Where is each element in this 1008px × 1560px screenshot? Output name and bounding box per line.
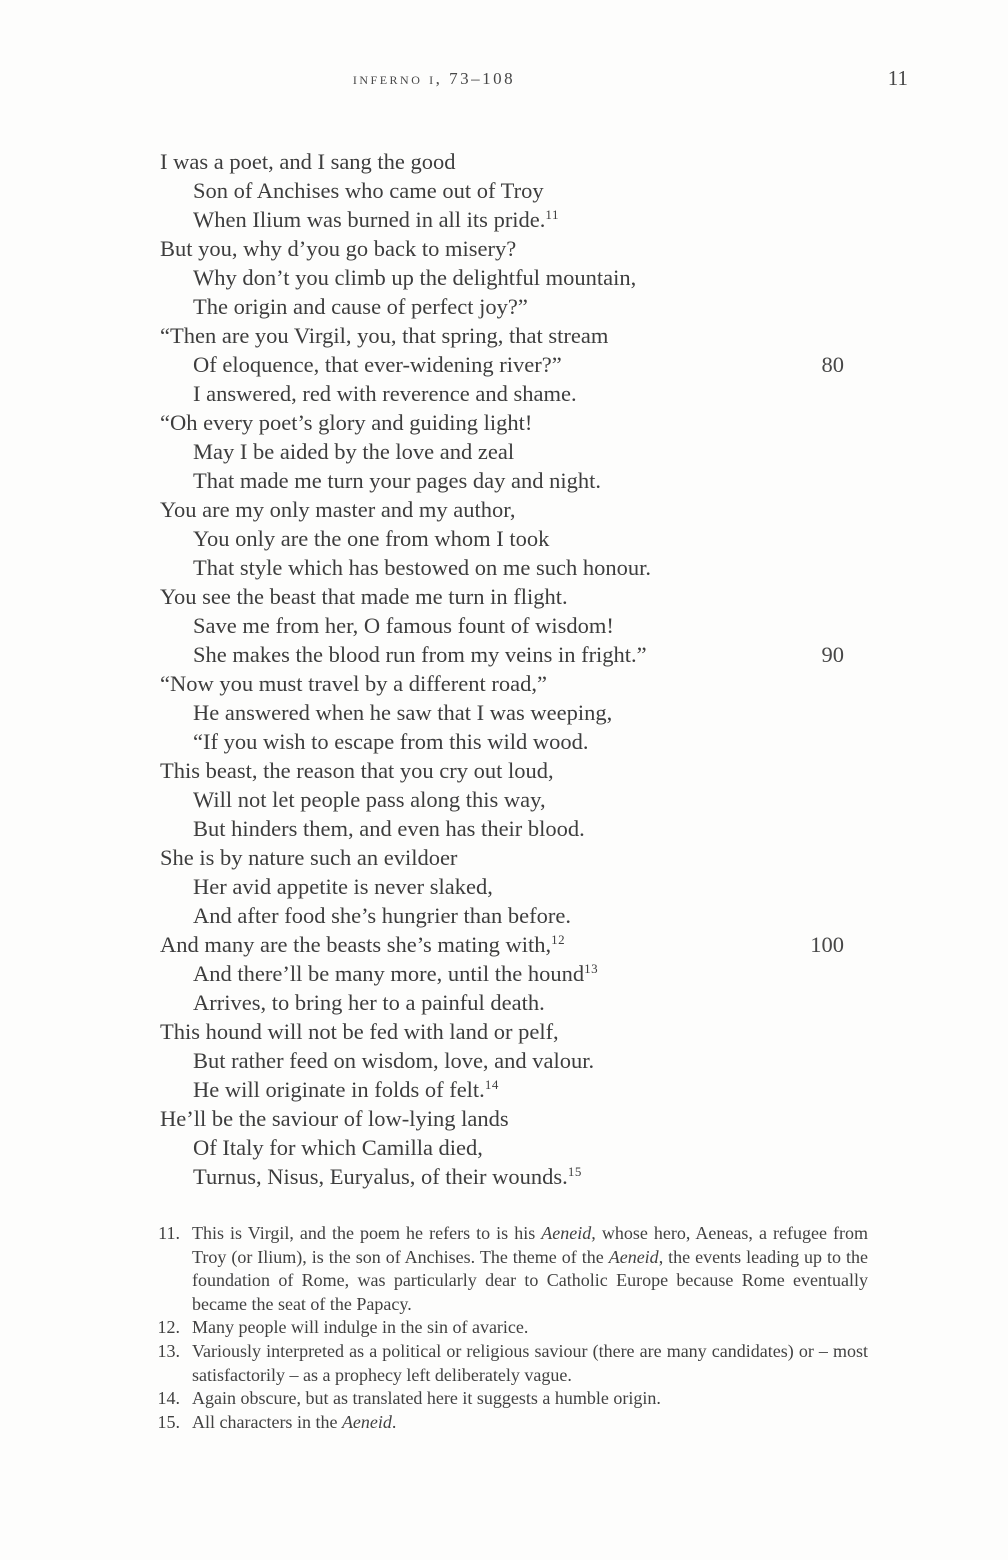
verse-line [160,785,844,814]
verse-text: This hound will not be fed with land or pelf, [160,1019,559,1044]
verse-line [160,1133,844,1162]
verse-text: He answered when he saw that I was weeping, [193,700,613,725]
verse-text: And many are the beasts she’s mating with, [160,932,552,957]
verse-line [160,727,844,756]
verse-line [160,1104,844,1133]
footnote-plain-text: All characters in the [192,1411,342,1432]
verse-line [160,234,844,263]
footnotes-block [150,1222,868,1434]
verse-text: You are my only master and my author, [160,497,516,522]
verse-line [160,1162,844,1191]
footnote-number: 12. [157,1317,180,1338]
verse-line [160,408,844,437]
verse-line [160,611,844,640]
verse-text: Her avid appetite is never slaked, [193,874,493,899]
verse-line [160,669,844,698]
footnote-italic-text: Aeneid [341,1411,392,1432]
verse-text: “Then are you Virgil, you, that spring, that stream [160,323,609,348]
verse-line [160,901,844,930]
poem-text-block [160,147,844,1191]
footnote-reference: 13 [584,961,599,976]
footnote-number: 11. [158,1223,180,1243]
verse-line [160,263,844,292]
footnote-number: 15. [157,1411,180,1432]
footnote-number: 13. [157,1340,180,1361]
verse-line [160,959,844,988]
verse-line-number: 80 [821,352,844,377]
verse-text: He’ll be the saviour of low-lying lands [160,1106,509,1131]
footnote-reference: 12 [551,932,566,947]
verse-text: “Oh every poet’s glory and guiding light! [160,410,533,435]
verse-text: Arrives, to bring her to a painful death. [193,990,545,1015]
verse-text: But rather feed on wisdom, love, and valour. [193,1048,595,1073]
verse-line [160,321,844,350]
footnote-text [192,1222,868,1316]
verse-text: Save me from her, O famous fount of wisdom! [193,613,614,638]
footnote-plain-text: This is Virgil, and the poem he refers to is his [192,1223,542,1243]
footnote-reference: 14 [484,1077,499,1092]
verse-text: I answered, red with reverence and shame. [193,381,577,406]
verse-text: Will not let people pass along this way, [193,787,546,812]
verse-text: That made me turn your pages day and night. [193,468,602,493]
verse-text: I was a poet, and I sang the good [160,149,456,174]
verse-line [160,930,844,959]
footnote-plain-text: , the events leading up to the foundation of Rome, was particularly dear to Catholic Europe because Rome eventually became the seat of the Papacy. [192,1246,869,1314]
verse-line [160,176,844,205]
verse-text: When Ilium was burned in all its pride. [193,207,546,232]
verse-line [160,205,844,234]
verse-text: “Now you must travel by a different road,” [160,671,547,696]
verse-line-number: 100 [810,932,844,957]
verse-text: But hinders them, and even has their blood. [193,816,585,841]
verse-line [160,524,844,553]
verse-line [160,147,844,176]
verse-text: Turnus, Nisus, Euryalus, of their wounds. [193,1164,568,1189]
verse-text: Of eloquence, that ever-widening river?” [193,352,562,377]
footnote-plain-text: . [391,1411,397,1432]
footnote-text [192,1316,868,1340]
verse-text: Of Italy for which Camilla died, [193,1135,483,1160]
verse-line [160,350,844,379]
verse-text: The origin and cause of perfect joy?” [193,294,528,319]
footnote-item [150,1387,868,1411]
verse-line [160,1017,844,1046]
verse-line [160,872,844,901]
verse-line [160,379,844,408]
footnote-plain-text: Variously interpreted as a political or religious saviour (there are many candidates) or – most satisfactorily – as a prophecy left deliberately vague. [192,1340,868,1385]
footnote-italic-text: Aeneid, [541,1223,596,1243]
verse-line [160,1075,844,1104]
verse-line [160,437,844,466]
verse-text: Why don’t you climb up the delightful mountain, [193,265,637,290]
verse-text: That style which has bestowed on me such honour. [193,555,652,580]
footnote-text [192,1340,868,1387]
verse-line [160,756,844,785]
footnote-plain-text: whose hero, Aeneas, a refugee from Troy (or Ilium), is the son of Anchises. The theme of the [192,1223,868,1267]
verse-line [160,292,844,321]
footnote-item [150,1316,868,1340]
footnote-plain-text: Again obscure, but as translated here it suggests a humble origin. [192,1388,661,1409]
verse-line [160,988,844,1017]
verse-line-number: 90 [821,642,844,667]
verse-line [160,814,844,843]
verse-text: And there’ll be many more, until the hound [193,961,585,986]
footnote-reference: 11 [545,207,559,222]
footnote-number: 14. [157,1388,180,1409]
verse-line [160,640,844,669]
footnote-item [150,1411,868,1435]
footnote-text [192,1387,868,1411]
verse-text: But you, why d’you go back to misery? [160,236,517,261]
verse-text: He will originate in folds of felt. [193,1077,485,1102]
page-number: 11 [887,66,908,90]
footnote-item [150,1340,868,1387]
verse-line [160,843,844,872]
footnote-text [192,1411,868,1435]
verse-text: You see the beast that made me turn in flight. [160,584,568,609]
verse-text: “If you wish to escape from this wild wood. [193,729,589,754]
verse-line [160,698,844,727]
verse-text: And after food she’s hungrier than before. [193,903,571,928]
verse-text: She makes the blood run from my veins in fright.” [193,642,647,667]
verse-text: Son of Anchises who came out of Troy [193,178,544,203]
verse-line [160,466,844,495]
footnote-italic-text: Aeneid [608,1246,659,1267]
footnote-reference: 15 [567,1164,582,1179]
verse-line [160,553,844,582]
verse-line [160,582,844,611]
running-header-title: inferno i, 73–108 [352,69,516,88]
footnote-item [150,1222,868,1316]
verse-text: You only are the one from whom I took [193,526,550,551]
verse-line [160,1046,844,1075]
verse-text: This beast, the reason that you cry out loud, [160,758,554,783]
verse-text: She is by nature such an evildoer [160,845,458,870]
verse-text: May I be aided by the love and zeal [193,439,515,464]
footnote-plain-text: Many people will indulge in the sin of avarice. [192,1317,529,1338]
verse-line [160,495,844,524]
